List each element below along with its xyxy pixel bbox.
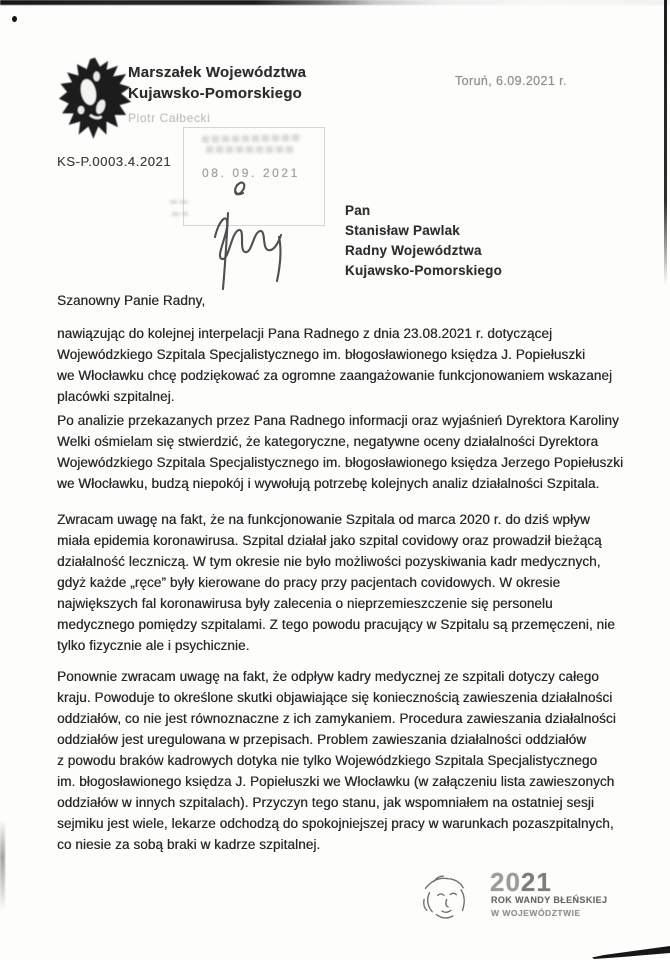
text-line: gdyż każde „ręce” były kierowane do pracy przy pacjentach covidowych. W okresie [57, 575, 561, 590]
stamp-illegible-text [202, 134, 302, 143]
text-line: oddziałów w innych szpitalach). Przyczyn tego stanu, jak wspomniałem na ostatniej sesji [57, 795, 594, 810]
text-line: Wojewódzkiego Szpitala Specjalistycznego im. błogosławionego księdza J. Popiełuszki [57, 347, 586, 362]
stamp-illegible-text [206, 146, 294, 153]
text-line: nawiązując do kolejnej interpelacji Pana Radnego z dnia 23.08.2021 r. dotyczącej [57, 326, 553, 341]
text-line: we Włocławku, budzą niepokój i wywołują potrzebę kolejnych analiz działalności Szpitala. [57, 476, 600, 491]
sender-line: Marszałek Województwa [128, 64, 307, 81]
scan-artifact-ink-dot [12, 16, 17, 22]
paragraph-1 [57, 323, 642, 407]
footer-logo-line2: W WOJEWÓDZTWIE [491, 908, 581, 918]
paragraph-3 [57, 509, 642, 656]
scan-artifact-top-edge [0, 0, 670, 5]
text-line: miała epidemia koronawirusa. Szpital działał jako szpital covidowy oraz prowadził bieżącą [57, 533, 602, 548]
text-line: z powodu braków kadrowych dotyka nie tylko Wojewódzkiego Szpitala Specjalistycznego [57, 753, 598, 768]
place-date: Toruń, 6.09.2021 r. [455, 74, 567, 88]
text-line: działalność leczniczą. W tym okresie nie było możliwości pozyskiwania kadr medycznych, [57, 554, 601, 569]
reference-number: KS-P.0003.4.2021 [57, 154, 172, 169]
text-line: Radny Województwa [345, 243, 482, 258]
signature-scribble [203, 175, 323, 295]
text-line: Wojewódzkiego Szpitala Specjalistycznego im. błogosławionego księdza Jerzego Popiełuszki [57, 455, 624, 470]
paragraph-2 [57, 410, 642, 494]
sender-name-faint: Piotr Całbecki [128, 111, 211, 125]
text-line: Stanisław Pawlak [345, 223, 461, 238]
scan-artifact-right-edge [664, 0, 667, 285]
salutation: Szanowny Panie Radny, [57, 293, 206, 308]
text-line: oddziałów, co nie jest równoznaczne z ich zamykaniem. Procedura zawieszania działalności [57, 711, 616, 726]
text-line: Welki ośmielam się stwierdzić, że kategoryczne, negatywne oceny działalności Dyrektora [57, 434, 599, 449]
text-line: co niesie za sobą braki w kadrze szpitalnej. [57, 837, 321, 852]
stamp-illegible-mark [170, 200, 190, 204]
sender-line: Kujawsko-Pomorskiego [128, 85, 303, 102]
text-line: Pan [345, 203, 371, 218]
text-line: Ponownie zwracam uwagę na fakt, że odpływ kadry medycznej ze szpitali dotyczy całego [57, 669, 599, 684]
text-line: Po analizie przekazanych przez Pana Radnego informacji oraz wyjaśnień Dyrektora Karoliny [57, 413, 619, 428]
footer-year-part: 21 [520, 867, 552, 897]
text-line: Zwracam uwagę na fakt, że na funkcjonowanie Szpitala od marca 2020 r. do dziś wpływ [57, 512, 590, 527]
scan-artifact-left-edge [0, 822, 5, 910]
footer-logo-line1: ROK WANDY BŁEŃSKIEJ [491, 895, 608, 905]
text-line: sejmiku jest wiele, lekarze odchodzą do spokojniejszej pracy w warunkach pozaszpitalnych, [57, 816, 614, 831]
text-line: placówki szpitalnej. [57, 389, 175, 404]
text-line: we Włocławku chcę podziękować za ogromne zaangażowanie funkcjonowaniem wskazanej [57, 368, 613, 383]
text-line: medycznego pomiędzy szpitalami. Z tego powodu pracujący w Szpitalu są przemęczeni, nie [57, 617, 615, 632]
stamp-date: 08. 09. 2021 [202, 166, 300, 180]
coat-of-arms-icon [54, 55, 136, 143]
footer-year [490, 867, 552, 898]
paragraph-4 [57, 666, 642, 855]
text-line: Kujawsko-Pomorskiego [345, 263, 503, 278]
footer-year-part: 20 [490, 867, 521, 897]
wanda-blenska-sketch-icon [417, 872, 475, 920]
sender-block [128, 62, 306, 129]
text-line: największych fal koronawirusa były zalecenia o nieprzemieszczenie się personelu [57, 596, 553, 611]
text-line: tylko fizycznie ale i psychicznie. [57, 638, 250, 653]
text-line: im. błogosławionego księdza J. Popiełuszki we Włocławku (w załączeniu lista zawieszonych [57, 774, 615, 789]
recipient-block [345, 201, 502, 281]
scan-artifact-corner-wedge [592, 944, 670, 960]
text-line: kraju. Powoduje to określone skutki objawiające się koniecznością zawieszenia działalności [57, 690, 613, 705]
stamp-illegible-mark [172, 212, 188, 216]
text-line: oddziałów jest uregulowana w przepisach. Problem zawieszania działalności oddziałów [57, 732, 587, 747]
